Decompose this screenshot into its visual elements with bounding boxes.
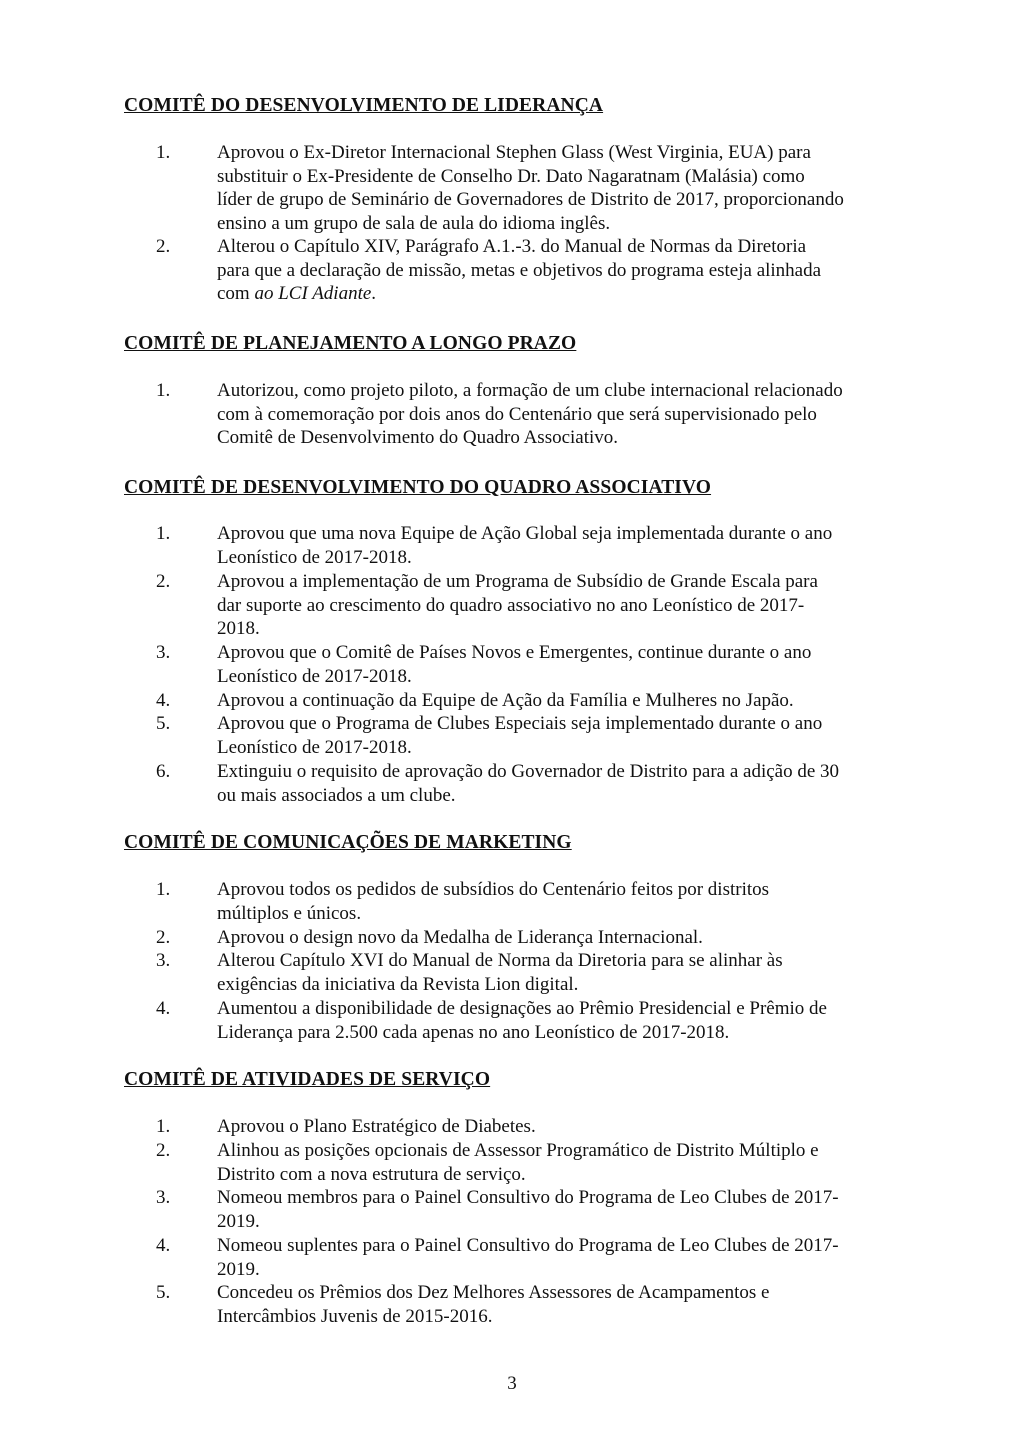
- item-text: [217, 878, 907, 925]
- text-line: 2019.: [217, 1258, 260, 1280]
- section-heading-leadership: COMITÊ DO DESENVOLVIMENTO DE LIDERANÇA: [124, 95, 604, 116]
- text-line: Comitê de Desenvolvimento do Quadro Associativo.: [217, 427, 619, 449]
- item-text: [217, 1234, 907, 1281]
- italic-text: ao LCI Adiante: [254, 283, 372, 305]
- text-line: Autorizou, como projeto piloto, a formação de um clube internacional relacionado: [217, 380, 843, 401]
- item-number: 1.: [156, 879, 171, 900]
- item-text: [217, 1186, 907, 1233]
- item-number: 3.: [156, 642, 171, 663]
- item-text: [217, 1139, 907, 1186]
- text-line: com à comemoração por dois anos do Centenário que será supervisionado pelo: [217, 403, 817, 425]
- text-line: Aprovou a continuação da Equipe de Ação da Família e Mulheres no Japão.: [217, 690, 794, 711]
- text-line: líder de grupo de Seminário de Governadores de Distrito de 2017, proporcionando: [217, 189, 844, 211]
- page-number: 3: [507, 1373, 517, 1394]
- text-line: Extinguiu o requisito de aprovação do Governador de Distrito para a adição de 30: [217, 761, 840, 782]
- item-number: 5.: [156, 713, 171, 734]
- text-line: para que a declaração de missão, metas e objetivos do programa esteja alinhada: [217, 259, 822, 281]
- item-text: [217, 1115, 907, 1139]
- section-heading-marketing-communications: COMITÊ DE COMUNICAÇÕES DE MARKETING: [124, 832, 572, 853]
- text-line: ensino a um grupo de sala de aula do idioma inglês.: [217, 213, 611, 235]
- text-line: exigências da iniciativa da Revista Lion digital.: [217, 973, 579, 995]
- text-line: múltiplos e únicos.: [217, 902, 362, 924]
- item-text: [217, 760, 907, 807]
- text-line: Concedeu os Prêmios dos Dez Melhores Assessores de Acampamentos e: [217, 1282, 770, 1303]
- item-text: [217, 712, 907, 759]
- item-text: [217, 926, 907, 950]
- text-line: Aprovou que o Comitê de Países Novos e Emergentes, continue durante o ano: [217, 642, 812, 663]
- item-text: [217, 522, 907, 569]
- text-line: Aprovou o design novo da Medalha de Liderança Internacional.: [217, 927, 703, 948]
- item-text: [217, 641, 907, 688]
- text-line: 2019.: [217, 1210, 260, 1232]
- text-line: Alterou Capítulo XVI do Manual de Norma da Diretoria para se alinhar às: [217, 950, 783, 971]
- item-number: 4.: [156, 690, 171, 711]
- item-number: 2.: [156, 1140, 171, 1161]
- item-number: 1.: [156, 380, 171, 401]
- item-number: 1.: [156, 142, 171, 163]
- text-line: Aumentou a disponibilidade de designações ao Prêmio Presidencial e Prêmio de: [217, 998, 827, 1019]
- item-number: 4.: [156, 998, 171, 1019]
- text-fragment: com: [217, 283, 255, 305]
- text-line: [217, 282, 907, 306]
- text-line: Alterou o Capítulo XIV, Parágrafo A.1.-3. do Manual de Normas da Diretoria: [217, 236, 807, 257]
- text-line: Aprovou a implementação de um Programa de Subsídio de Grande Escala para: [217, 571, 818, 592]
- text-line: Leonístico de 2017-2018.: [217, 665, 412, 687]
- item-text: [217, 949, 907, 996]
- item-number: 1.: [156, 1116, 171, 1137]
- text-line: ou mais associados a um clube.: [217, 784, 456, 806]
- text-line: Nomeou suplentes para o Painel Consultivo do Programa de Leo Clubes de 2017-: [217, 1235, 839, 1256]
- text-line: Aprovou o Plano Estratégico de Diabetes.: [217, 1116, 536, 1137]
- item-number: 2.: [156, 236, 171, 257]
- section-heading-long-range-planning: COMITÊ DE PLANEJAMENTO A LONGO PRAZO: [124, 333, 577, 354]
- item-number: 6.: [156, 761, 171, 782]
- section-heading-service-activities: COMITÊ DE ATIVIDADES DE SERVIÇO: [124, 1069, 491, 1090]
- item-number: 5.: [156, 1282, 171, 1303]
- item-number: 3.: [156, 1187, 171, 1208]
- item-text: [217, 235, 907, 306]
- text-line: Leonístico de 2017-2018.: [217, 546, 412, 568]
- text-line: Leonístico de 2017-2018.: [217, 736, 412, 758]
- item-text: [217, 141, 907, 236]
- text-line: Nomeou membros para o Painel Consultivo do Programa de Leo Clubes de 2017-: [217, 1187, 839, 1208]
- text-line: Liderança para 2.500 cada apenas no ano Leonístico de 2017-2018.: [217, 1021, 730, 1043]
- text-line: Aprovou todos os pedidos de subsídios do Centenário feitos por distritos: [217, 879, 770, 900]
- text-line: Alinhou as posições opcionais de Assessor Programático de Distrito Múltiplo e: [217, 1140, 819, 1161]
- item-number: 3.: [156, 950, 171, 971]
- text-line: substituir o Ex-Presidente de Conselho Dr. Dato Nagaratnam (Malásia) como: [217, 165, 805, 187]
- item-text: [217, 379, 907, 450]
- item-number: 2.: [156, 571, 171, 592]
- text-line: Aprovou que o Programa de Clubes Especiais seja implementado durante o ano: [217, 713, 823, 734]
- text-line: Intercâmbios Juvenis de 2015-2016.: [217, 1305, 493, 1327]
- item-text: [217, 997, 907, 1044]
- item-number: 2.: [156, 927, 171, 948]
- text-line: Distrito com a nova estrutura de serviço.: [217, 1163, 526, 1185]
- text-fragment: .: [371, 283, 377, 305]
- text-line: 2018.: [217, 618, 260, 640]
- item-number: 4.: [156, 1235, 171, 1256]
- section-heading-membership-development: COMITÊ DE DESENVOLVIMENTO DO QUADRO ASSOCIATIVO: [124, 477, 712, 498]
- text-line: Aprovou que uma nova Equipe de Ação Global seja implementada durante o ano: [217, 523, 833, 544]
- item-number: 1.: [156, 523, 171, 544]
- item-text: [217, 570, 907, 641]
- text-line: Aprovou o Ex-Diretor Internacional Stephen Glass (West Virginia, EUA) para: [217, 142, 811, 163]
- item-text: [217, 689, 907, 713]
- item-text: [217, 1281, 907, 1328]
- text-line: dar suporte ao crescimento do quadro associativo no ano Leonístico de 2017-: [217, 594, 805, 616]
